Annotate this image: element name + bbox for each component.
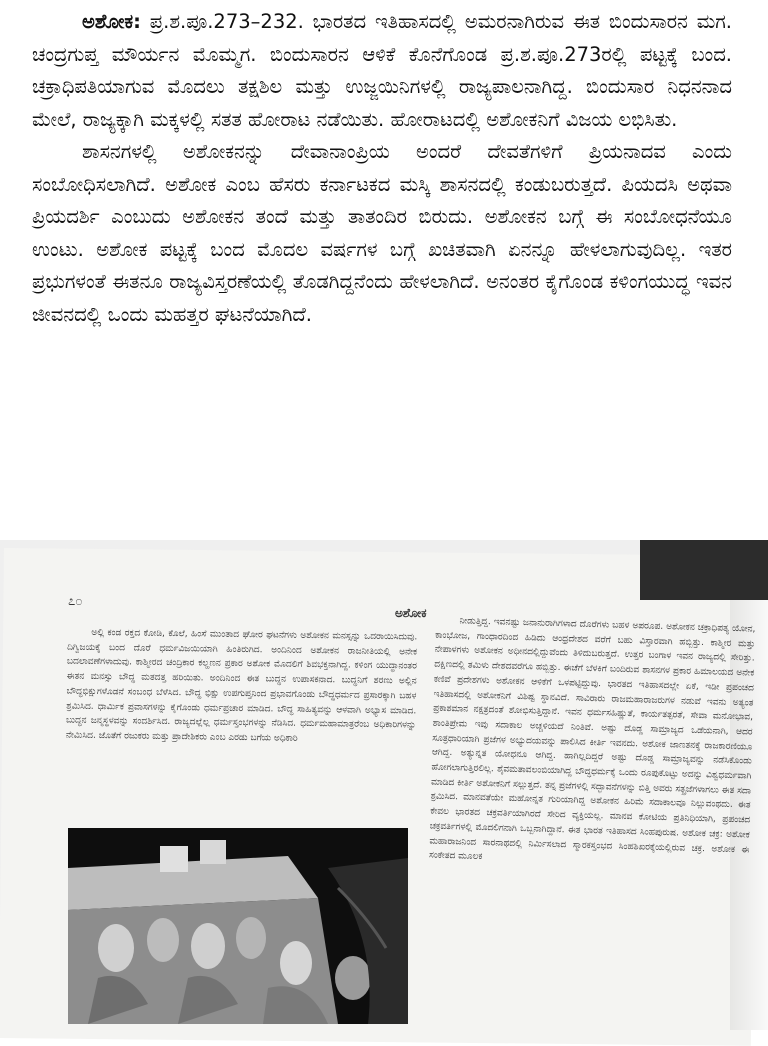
left-column-paragraph: ಅಲ್ಲಿ ಕಂಡ ರಕ್ತದ ಕೋಡಿ, ಕೊಲೆ, ಹಿಂಸೆ ಮುಂತಾದ ಘೋರ ಘಟನೆಗಳು ಅಶೋಕನ ಮನಸ್ಸನ್ನು ಒದರಾಯಿಸಿದುವು. ದಿಗ್ವಿಜಯಕ್ಕೆ ಬಂದ ದೊರೆ ಧರ್ಮವಿಜಯಿಯಾಗಿ ಹಿಂತಿರುಗಿದ. ಅಂದಿನಿಂದ ಅಶೋಕನ ರಾಜನೀತಿಯಲ್ಲಿ ಅನೇಕ ಬದಲಾವಣೆಗಳಾದುವು. ಕಾಶ್ಮೀರದ ಚಂದ್ರಿಕಾರ ಕಲ್ಹಣನ ಪ್ರಕಾರ ಅಶೋಕ ಮೊದಲಿಗೆ ಶಿವಭಕ್ತನಾಗಿದ್ದ. ಕಳಿಂಗ ಯುದ್ಧಾನಂತರ ಈತನ ಮನಸ್ಸು ಬೌದ್ಧ ಮತದತ್ತ ಹರಿಯಿತು. ಅಂದಿನಿಂದ ಈತ ಬುದ್ಧನ ಉಪಾಸಕನಾದ. ಬುದ್ಧನಿಗೆ ಶರಣು ಅಲ್ಲಿನ ಬೌದ್ಧಭಿಕ್ಷುಗಳೊಡನೆ ಸಂಬಂಧ ಬೆಳೆಸಿದ. ಬೌದ್ಧ ಭಿಕ್ಷು ಉಪಗುಪ್ತನಿಂದ ಪ್ರಭಾವಗೊಂಡು ಬೌದ್ಧಧರ್ಮದ ಪ್ರಸಾರಕ್ಕಾಗಿ ಬಹಳ ಶ್ರಮಿಸಿದ. ಧಾರ್ಮಿಕ ಪ್ರವಾಸಗಳನ್ನು ಕೈಗೊಂಡು ಧರ್ಮಪ್ರಚಾರ ಮಾಡಿದ. ಬೌದ್ಧ ಸಾಹಿತ್ಯವನ್ನು ಆಳವಾಗಿ ಅಭ್ಯಾಸ ಮಾಡಿದ. ಬುದ್ಧನ ಜನ್ಮಸ್ಥಳವನ್ನು ಸಂದರ್ಶಿಸಿದ. ರಾಜ್ಯದಲ್ಲೆಲ್ಲ ಧರ್ಮಸ್ತಂಭಗಳನ್ನು ನೆಡಿಸಿದ. ಧರ್ಮಮಹಾಮಾತ್ರರೆಂಬ ಅಧಿಕಾರಿಗಳನ್ನು ನೇಮಿಸಿದ. ಜೊತೆಗೆ ರಜುಕರು ಮತ್ತು ಪ್ರಾದೇಶಿಕರು ಎಂಬ ಎರಡು ಬಗೆಯ ಅಧಿಕಾರಿ	[65, 627, 418, 744]
paragraph-1-body: ಪ್ರ.ಶ.ಪೂ.273–232. ಭಾರತದ ಇತಿಹಾಸದಲ್ಲಿ ಅಮರನಾಗಿರುವ ಈತ ಬಿಂದುಸಾರನ ಮಗ. ಚಂದ್ರಗುಪ್ತ ಮೌರ್ಯನ ಮೊಮ್ಮಗ. ಬಿಂದುಸಾರನ ಆಳಿಕೆ ಕೊನೆಗೊಂಡ ಪ್ರ.ಶ.ಪೂ.273ರಲ್ಲಿ ಪಟ್ಟಕ್ಕೆ ಬಂದ. ಚಕ್ರಾಧಿಪತಿಯಾಗುವ ಮೊದಲು ತಕ್ಷಶಿಲ ಮತ್ತು ಉಜ್ಜಯಿನಿಗಳಲ್ಲಿ ರಾಜ್ಯಪಾಲನಾಗಿದ್ದ. ಬಿಂದುಸಾರ ನಿಧನನಾದ ಮೇಲೆ, ರಾಜ್ಯಕ್ಕಾಗಿ ಮಕ್ಕಳಲ್ಲಿ ಸತತ ಹೋರಾಟ ನಡೆಯಿತು. ಹೋರಾಟದಲ್ಲಿ ಅಶೋಕನಿಗೆ ವಿಜಯ ಲಭಿಸಿತು.	[32, 10, 732, 131]
paragraph-1	[32, 6, 732, 136]
left-column-text	[65, 626, 418, 831]
relief-sculpture-drawing	[68, 828, 408, 1024]
right-column-paragraph: ನೀಡುತ್ತಿದ್ದ. ಇವನಷ್ಟು ಜನಾನುರಾಗಿಗಳಾದ ದೊರೆಗಳು ಬಹಳ ಅಪರೂಪ. ಅಶೋಕನ ಚಕ್ರಾಧಿಪತ್ಯ ಯೋನ, ಕಾಂಭೋಜ, ಗಾಂಧಾರದಿಂದ ಹಿಡಿದು ಆಂಧ್ರದೇಶದ ವರೆಗೆ ಬಹು ವಿಸ್ತಾರವಾಗಿ ಹಬ್ಬಿತ್ತು. ಕಾಶ್ಮೀರ ಮತ್ತು ನೇಪಾಳಗಳು ಅಶೋಕನ ಅಧೀನದಲ್ಲಿದ್ದುವೆಂದು ತಿಳಿದುಬರುತ್ತದೆ. ಉತ್ತರ ಬಂಗಾಳ ಇವನ ರಾಜ್ಯದಲ್ಲಿ ಸೇರಿತ್ತು. ದಕ್ಷಿಣದಲ್ಲಿ ತಮಿಳು ದೇಶದವರೆಗೂ ಹಬ್ಬಿತ್ತು. ಈಚೆಗೆ ಬೆಳಕಿಗೆ ಬಂದಿರುವ ಶಾಸನಗಳ ಪ್ರಕಾರ ಹಿಮಾಲಯದ ಅನೇಕ ಕಣಿವೆ ಪ್ರದೇಶಗಳು ಅಶೋಕನ ಆಳಿಕೆಗೆ ಒಳಪಟ್ಟಿದ್ದುವು. ಭಾರತದ ಇತಿಹಾಸದಲ್ಲೇ ಏಕೆ, ಇಡೀ ಪ್ರಪಂಚದ ಇತಿಹಾಸದಲ್ಲಿ ಅಶೋಕನಿಗೆ ವಿಶಿಷ್ಟ ಸ್ಥಾನವಿದೆ. ಸಾವಿರಾರು ರಾಜಮಹಾರಾಜರುಗಳ ನಡುವೆ ಇವನು ಅತ್ಯಂತ ಪ್ರಕಾಶಮಾನ ನಕ್ಷತ್ರದಂತೆ ಶೋಭಿಸುತ್ತಿದ್ದಾನೆ. ಇವನ ಧರ್ಮಸಹಿಷ್ಣುತೆ, ಕಾರ್ಯತತ್ಪರತೆ, ಸೇವಾ ಮನೋಭಾವ, ಶಾಂತಿಪ್ರೇಮ ಇವು ಸದಾಕಾಲ ಅಚ್ಚಳಿಯದೆ ನಿಂತಿವೆ. ಅಷ್ಟು ದೊಡ್ಡ ಸಾಮ್ರಾಜ್ಯದ ಒಡೆಯನಾಗಿ, ಆದರ ಸೂತ್ರಧಾರಿಯಾಗಿ ಪ್ರಜೆಗಳ ಅಭ್ಯುದಯವನ್ನು ಪಾಲಿಸಿದ ಕೀರ್ತಿ ಇವನದು. ಅಶೋಕ ಜಾಣತನಕ್ಕೆ ರಾಜಕಾರಣಿಯೂ ಆಗಿದ್ದ. ಅತ್ಯುನ್ನತ ಯೋಧನೂ ಆಗಿದ್ದ. ಹಾಗಿಲ್ಲದಿದ್ದರೆ ಅಷ್ಟು ದೊಡ್ಡ ಸಾಮ್ರಾಜ್ಯವನ್ನು ನಡೆಸಿಕೊಂಡು ಹೋಗಲಾಗುತ್ತಿರಲಿಲ್ಲ. ಶೈವಮತಾವಲಂಬಿಯಾಗಿದ್ದ ಬೌದ್ಧಧರ್ಮಕ್ಕೆ ಒಂದು ರೂಪುಕೊಟ್ಟು ಅದನ್ನು ವಿಶ್ವಧರ್ಮವಾಗಿ ಮಾಡಿದ ಕೀರ್ತಿ ಅಶೋಕನಿಗೆ ಸಲ್ಲುತ್ತದೆ. ತನ್ನ ಪ್ರಜೆಗಳಲ್ಲಿ ಸದ್ಭಾವನೆಗಳನ್ನು ಬಿತ್ತಿ ಅವರು ಸತ್ಪ್ರಜೆಗಳಾಗಲು ಈತ ಸದಾ ಶ್ರಮಿಸಿದ. ಮಾನವತೆಯೇ ಮಹೋನ್ನತ ಗುರಿಯಾಗಿದ್ದ ಅಶೋಕನ ಹಿರಿಮೆ ಸದಾಕಾಲವೂ ನಿಲ್ಲುವಂಥದು. ಈತ ಕೇವಲ ಭಾರತದ ಚಕ್ರವರ್ತಿಯಾಗಿರದೆ ಸೇರಿದ ವ್ಯಕ್ತಿಯಲ್ಲ. ಮಾನವ ಕೋಟಿಯ ಪ್ರತಿನಿಧಿಯಾಗಿ, ಪ್ರಪಂಚದ ಚಕ್ರವರ್ತಿಗಳಲ್ಲಿ ಮೊದಲಿಗನಾಗಿ ಒಬ್ಬನಾಗಿದ್ದಾನೆ. ಈತ ಭಾರತ ಇತಿಹಾಸದ ಸಿಂಹಪುರುಷ. ಅಶೋಕ ಚಕ್ರ: ಅಶೋಕ ಮಹಾರಾಜನಿಂದ ಸಾರನಾಥದಲ್ಲಿ ನಿರ್ಮಿಸಲಾದ ಸ್ಮಾರಕಸ್ತಂಭದ ಸಿಂಹಶಿಖರಕ್ಕೆಯಲ್ಲಿರುವ ಚಕ್ರ. ಅಶೋಕ ಈ ಸಂಕೇತದ ಮೂಲಕ	[428, 616, 756, 863]
right-column-text	[424, 614, 755, 1033]
entry-term: ಅಶೋಕ:	[82, 10, 141, 33]
page-number: ೭೦	[68, 594, 83, 609]
paragraph-2: ಶಾಸನಗಳಲ್ಲಿ ಅಶೋಕನನ್ನು ದೇವಾನಾಂಪ್ರಿಯ ಅಂದರೆ ದೇವತೆಗಳಿಗೆ ಪ್ರಿಯನಾದವ ಎಂದು ಸಂಬೋಧಿಸಲಾಗಿದೆ. ಅಶೋಕ ಎಂಬ ಹೆಸರು ಕರ್ನಾಟಕದ ಮಸ್ಕಿ ಶಾಸನದಲ್ಲಿ ಕಂಡುಬರುತ್ತದೆ. ಪಿಯದಸಿ ಅಥವಾ ಪ್ರಿಯದರ್ಶಿ ಎಂಬುದು ಅಶೋಕನ ತಂದೆ ಮತ್ತು ತಾತಂದಿರ ಬಿರುದು. ಅಶೋಕನ ಬಗ್ಗೆ ಈ ಸಂಬೋಧನೆಯೂ ಉಂಟು. ಅಶೋಕ ಪಟ್ಟಕ್ಕೆ ಬಂದ ಮೊದಲ ವರ್ಷಗಳ ಬಗ್ಗೆ ಖಚಿತವಾಗಿ ಏನನ್ನೂ ಹೇಳಲಾಗುವುದಿಲ್ಲ. ಇತರ ಪ್ರಭುಗಳಂತೆ ಈತನೂ ರಾಜ್ಯವಿಸ್ತರಣೆಯಲ್ಲಿ ತೊಡಗಿದ್ದನೆಂದು ಹೇಳಲಾಗಿದೆ. ಅನಂತರ ಕೈಗೊಂಡ ಕಳಿಂಗಯುದ್ಧ ಇವನ ಜೀವನದಲ್ಲಿ ಒಂದು ಮಹತ್ತರ ಘಟನೆಯಾಗಿದೆ.	[32, 140, 732, 326]
stone-relief-image	[68, 828, 408, 1024]
running-head: ಅಶೋಕ	[395, 606, 427, 620]
main-text-body	[32, 6, 732, 331]
background-corner	[640, 540, 768, 600]
